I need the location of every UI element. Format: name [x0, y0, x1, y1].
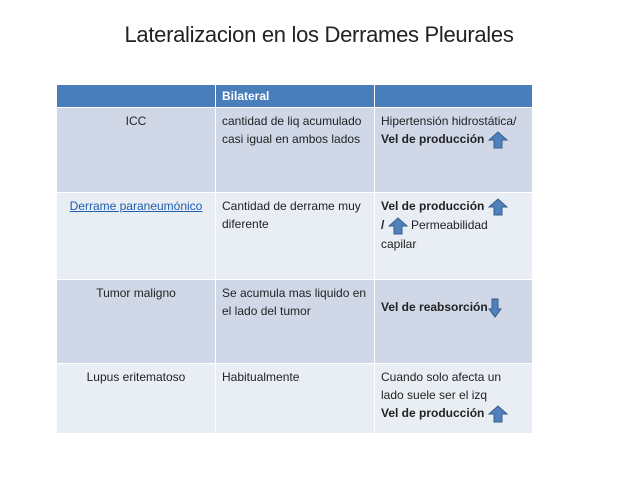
cause-cell — [57, 193, 216, 280]
cause-link[interactable]: Derrame paraneumónico — [69, 199, 203, 213]
mechanism-line — [381, 284, 526, 318]
header-cell-3 — [375, 85, 533, 108]
description-cell: Habitualmente — [216, 364, 375, 434]
mechanism-cell — [375, 108, 533, 193]
table-row — [57, 280, 533, 364]
up-arrow-icon — [488, 131, 508, 149]
table-row — [57, 364, 533, 434]
description-cell: Se acumula mas liquido en el lado del tumor — [216, 280, 375, 364]
cause-cell: Tumor maligno — [57, 280, 216, 364]
up-arrow-icon — [488, 405, 508, 423]
lateralization-table — [56, 84, 533, 434]
mechanism-cell — [375, 364, 533, 434]
table-row — [57, 108, 533, 193]
mechanism-text: Cuando solo afecta un lado suele ser el izq — [381, 370, 502, 402]
mechanism-bold-text: Vel de producción — [381, 406, 485, 420]
mechanism-text: Permeabilidad capilar — [381, 217, 488, 251]
description-cell: Cantidad de derrame muy diferente — [216, 193, 375, 280]
mechanism-cell — [375, 280, 533, 364]
header-cell-1 — [57, 85, 216, 108]
mechanism-bold-text: Vel de reabsorción — [381, 300, 488, 315]
mechanism-bold-text: Vel de producción — [381, 132, 485, 146]
mechanism-cell — [375, 193, 533, 280]
cause-cell: Lupus eritematoso — [57, 364, 216, 434]
down-arrow-icon — [488, 298, 502, 318]
slash-text: / — [381, 217, 385, 232]
header-cell-bilateral: Bilateral — [216, 85, 375, 108]
cause-cell: ICC — [57, 108, 216, 193]
table-row — [57, 193, 533, 280]
up-arrow-icon — [488, 198, 508, 216]
slide-title: Lateralizacion en los Derrames Pleurales — [124, 22, 514, 47]
mechanism-text: Hipertensión hidrostática/ — [381, 114, 517, 128]
table-header-row — [57, 85, 533, 108]
description-cell: cantidad de liq acumulado casi igual en ambos lados — [216, 108, 375, 193]
up-arrow-icon — [388, 217, 408, 235]
mechanism-bold-text: Vel de producción — [381, 199, 485, 213]
